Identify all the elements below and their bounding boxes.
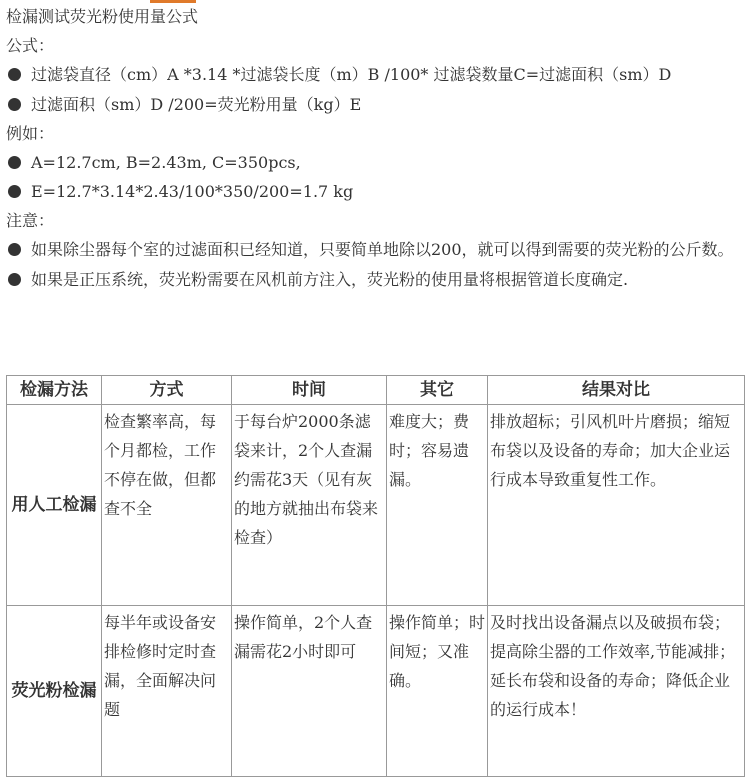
bullet-icon <box>8 68 21 81</box>
header-time: 时间 <box>232 376 387 405</box>
example-heading: 例如： <box>6 124 55 143</box>
cell-time: 于每台炉2000条滤袋来计，2个人查漏约需花3天（见有灰的地方就抽出布袋来检查） <box>232 405 387 606</box>
formula-line-1: 过滤袋直径（cm）A *3.14 *过滤袋长度（m）B /100* 过滤袋数量C=过滤面积（sm）D <box>6 60 746 90</box>
cell-mode: 检查繁率高，每个月都检，工作不停在做，但都查不全 <box>102 405 232 606</box>
cell-method: 用人工检漏 <box>7 405 102 606</box>
formula-heading: 公式： <box>6 36 55 55</box>
document-body <box>6 2 746 295</box>
note-2: 如果是正压系统，荧光粉需要在风机前方注入，荧光粉的使用量将根据管道长度确定. <box>6 265 746 295</box>
bullet-icon <box>8 185 21 198</box>
bullet-icon <box>8 243 21 256</box>
header-result: 结果对比 <box>488 376 745 405</box>
bullet-icon <box>8 156 21 169</box>
cell-other: 操作简单；时间短；又准确。 <box>387 606 488 777</box>
formula-line-2: 过滤面积（sm）D /200=荧光粉用量（kg）E <box>6 90 746 119</box>
note-1: 如果除尘器每个室的过滤面积已经知道，只要简单地除以200，就可以得到需要的荧光粉的公斤数。 <box>6 235 746 265</box>
cell-other: 难度大；费时；容易遗漏。 <box>387 405 488 606</box>
header-mode: 方式 <box>102 376 232 405</box>
cell-mode: 每半年或设备安排检修时定时查漏，全面解决问题 <box>102 606 232 777</box>
doc-title: 检漏测试荧光粉使用量公式 <box>6 7 199 26</box>
cell-method: 荧光粉检漏 <box>7 606 102 777</box>
cell-result: 排放超标；引风机叶片磨损；缩短布袋以及设备的寿命；加大企业运行成本导致重复性工作。 <box>488 405 745 606</box>
header-other: 其它 <box>387 376 488 405</box>
table-header-row <box>7 376 745 405</box>
example-line-2: E=12.7*3.14*2.43/100*350/200=1.7 kg <box>6 177 746 206</box>
bullet-icon <box>8 273 21 286</box>
header-method: 检漏方法 <box>7 376 102 405</box>
cell-result: 及时找出设备漏点以及破损布袋；提高除尘器的工作效率,节能减排；延长布袋和设备的寿命；降低企业的运行成本！ <box>488 606 745 777</box>
example-line-1: A=12.7cm, B=2.43m, C=350pcs, <box>6 148 746 177</box>
table-row <box>7 606 745 777</box>
cell-time: 操作简单，2个人查漏需花2小时即可 <box>232 606 387 777</box>
notes-heading: 注意： <box>6 211 55 230</box>
bullet-icon <box>8 98 21 111</box>
comparison-table <box>6 375 745 777</box>
table-row <box>7 405 745 606</box>
